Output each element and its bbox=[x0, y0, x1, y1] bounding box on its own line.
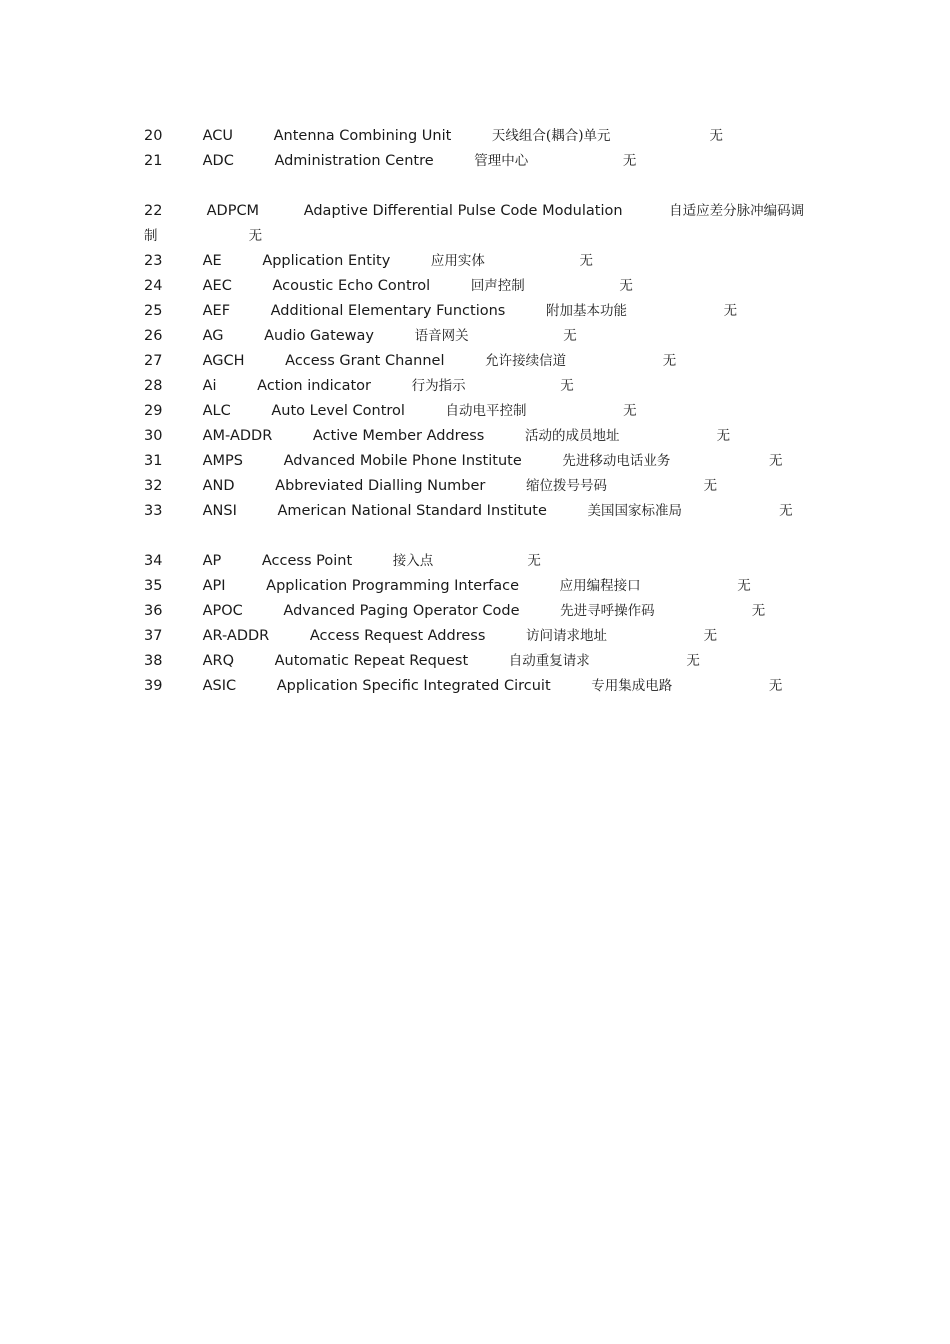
entry-chinese-name: 行为指示 bbox=[411, 378, 466, 394]
entry-abbreviation: AG bbox=[202, 328, 224, 344]
entry-full-name: Antenna Combining Unit bbox=[273, 128, 452, 144]
entry-chinese-name: 先进移动电话业务 bbox=[562, 453, 671, 469]
list-item bbox=[144, 299, 824, 324]
entry-number: 33 bbox=[144, 503, 163, 519]
entry-abbreviation: ADPCM bbox=[206, 203, 260, 219]
entry-full-name: Advanced Mobile Phone Institute bbox=[283, 453, 522, 469]
entry-chinese-name: 先进寻呼操作码 bbox=[560, 603, 655, 619]
entry-chinese-name: 美国国家标准局 bbox=[587, 503, 683, 519]
entry-number: 32 bbox=[144, 478, 163, 494]
entry-number: 26 bbox=[144, 328, 163, 344]
spacer bbox=[144, 174, 824, 199]
list-item bbox=[144, 674, 824, 699]
entry-note: 无 bbox=[563, 328, 577, 344]
entry-full-name: Application Programming Interface bbox=[266, 578, 520, 594]
entry-note: 无 bbox=[248, 228, 263, 244]
entry-chinese-name: 管理中心 bbox=[474, 153, 529, 169]
entry-abbreviation: AR-ADDR bbox=[202, 628, 270, 644]
entry-chinese-name: 专用集成电路 bbox=[591, 678, 673, 694]
list-item bbox=[144, 599, 824, 624]
entry-note: 无 bbox=[703, 628, 718, 644]
entry-full-name: Application Entity bbox=[262, 253, 391, 269]
entry-abbreviation: ARQ bbox=[202, 653, 235, 669]
entry-abbreviation: ASIC bbox=[202, 678, 237, 694]
entry-note: 无 bbox=[686, 653, 700, 669]
entry-chinese-name: 接入点 bbox=[392, 553, 434, 569]
entry-full-name: Access Grant Channel bbox=[285, 353, 445, 369]
entry-note: 无 bbox=[716, 428, 731, 444]
entry-abbreviation: AND bbox=[202, 478, 235, 494]
entry-note: 无 bbox=[662, 353, 677, 369]
entry-number: 29 bbox=[144, 403, 163, 419]
entry-abbreviation: ADC bbox=[202, 153, 234, 169]
entry-chinese-name: 允许接续信道 bbox=[485, 353, 567, 369]
entry-abbreviation: AEF bbox=[202, 303, 231, 319]
entry-number: 30 bbox=[144, 428, 163, 444]
entry-full-name: Adaptive Differential Pulse Code Modulation bbox=[303, 203, 623, 219]
entry-note: 无 bbox=[768, 453, 783, 469]
entry-abbreviation: AP bbox=[202, 553, 222, 569]
entry-note: 无 bbox=[619, 278, 633, 294]
entry-note: 无 bbox=[709, 128, 724, 144]
entry-note: 无 bbox=[768, 678, 783, 694]
entry-full-name: Automatic Repeat Request bbox=[274, 653, 469, 669]
list-item bbox=[144, 499, 824, 524]
entry-full-name: Advanced Paging Operator Code bbox=[283, 603, 520, 619]
list-item bbox=[144, 449, 824, 474]
entry-number: 34 bbox=[144, 553, 163, 569]
entry-full-name: Audio Gateway bbox=[264, 328, 375, 344]
entry-number: 23 bbox=[144, 253, 163, 269]
entry-note: 无 bbox=[622, 153, 637, 169]
entry-chinese-name: 缩位拨号号码 bbox=[526, 478, 607, 494]
entry-chinese-name-continued: 制 bbox=[144, 228, 158, 244]
entry-abbreviation: AGCH bbox=[202, 353, 245, 369]
entry-chinese-name: 自适应差分脉冲编码调 bbox=[669, 203, 805, 219]
list-item bbox=[144, 649, 824, 674]
entry-number: 36 bbox=[144, 603, 163, 619]
list-item-continuation bbox=[144, 224, 824, 249]
entry-number: 21 bbox=[144, 153, 163, 169]
entry-number: 38 bbox=[144, 653, 163, 669]
entry-abbreviation: AE bbox=[202, 253, 222, 269]
entry-number: 25 bbox=[144, 303, 163, 319]
entry-chinese-name: 自动重复请求 bbox=[508, 653, 590, 669]
list-item bbox=[144, 399, 824, 424]
entry-abbreviation: Ai bbox=[202, 378, 217, 394]
entry-number: 22 bbox=[144, 203, 163, 219]
entry-note: 无 bbox=[560, 378, 574, 394]
entry-number: 28 bbox=[144, 378, 163, 394]
entry-number: 35 bbox=[144, 578, 163, 594]
list-item bbox=[144, 424, 824, 449]
list-item bbox=[144, 324, 824, 349]
list-item bbox=[144, 374, 824, 399]
list-item bbox=[144, 199, 824, 224]
entry-abbreviation: ACU bbox=[202, 128, 234, 144]
entry-abbreviation: AEC bbox=[202, 278, 232, 294]
list-item bbox=[144, 124, 824, 149]
entry-full-name: Active Member Address bbox=[312, 428, 485, 444]
entry-chinese-name: 应用编程接口 bbox=[559, 578, 641, 594]
entry-number: 39 bbox=[144, 678, 163, 694]
entry-chinese-name: 天线组合(耦合)单元 bbox=[491, 128, 611, 144]
entry-full-name: Administration Centre bbox=[274, 153, 434, 169]
glossary-list bbox=[144, 124, 824, 699]
entry-full-name: American National Standard Institute bbox=[277, 503, 547, 519]
entry-full-name: Action indicator bbox=[257, 378, 372, 394]
entry-abbreviation: ALC bbox=[202, 403, 231, 419]
entry-abbreviation: AMPS bbox=[202, 453, 243, 469]
entry-full-name: Acoustic Echo Control bbox=[272, 278, 431, 294]
entry-number: 37 bbox=[144, 628, 163, 644]
entry-number: 27 bbox=[144, 353, 163, 369]
entry-note: 无 bbox=[579, 253, 593, 269]
entry-full-name: Auto Level Control bbox=[271, 403, 405, 419]
list-item bbox=[144, 624, 824, 649]
entry-chinese-name: 自动电平控制 bbox=[445, 403, 527, 419]
entry-chinese-name: 回声控制 bbox=[470, 278, 525, 294]
entry-abbreviation: AM-ADDR bbox=[202, 428, 273, 444]
entry-full-name: Additional Elementary Functions bbox=[270, 303, 506, 319]
entry-number: 31 bbox=[144, 453, 163, 469]
entry-note: 无 bbox=[723, 303, 738, 319]
entry-full-name: Abbreviated Dialling Number bbox=[275, 478, 486, 494]
entry-note: 无 bbox=[751, 603, 766, 619]
list-item bbox=[144, 474, 824, 499]
entry-abbreviation: ANSI bbox=[202, 503, 237, 519]
entry-note: 无 bbox=[623, 403, 637, 419]
list-item bbox=[144, 349, 824, 374]
spacer bbox=[144, 524, 824, 549]
list-item bbox=[144, 274, 824, 299]
entry-note: 无 bbox=[737, 578, 751, 594]
list-item bbox=[144, 149, 824, 174]
entry-chinese-name: 应用实体 bbox=[430, 253, 485, 269]
entry-note: 无 bbox=[703, 478, 718, 494]
entry-chinese-name: 活动的成员地址 bbox=[524, 428, 620, 444]
entry-full-name: Application Specific Integrated Circuit bbox=[276, 678, 551, 694]
list-item bbox=[144, 574, 824, 599]
entry-full-name: Access Point bbox=[261, 553, 353, 569]
entry-chinese-name: 语音网关 bbox=[414, 328, 469, 344]
list-item bbox=[144, 549, 824, 574]
entry-abbreviation: APOC bbox=[202, 603, 243, 619]
entry-number: 20 bbox=[144, 128, 163, 144]
entry-chinese-name: 附加基本功能 bbox=[545, 303, 627, 319]
list-item bbox=[144, 249, 824, 274]
entry-note: 无 bbox=[779, 503, 793, 519]
entry-full-name: Access Request Address bbox=[309, 628, 486, 644]
entry-note: 无 bbox=[527, 553, 541, 569]
entry-abbreviation: API bbox=[202, 578, 226, 594]
entry-chinese-name: 访问请求地址 bbox=[526, 628, 607, 644]
entry-number: 24 bbox=[144, 278, 163, 294]
